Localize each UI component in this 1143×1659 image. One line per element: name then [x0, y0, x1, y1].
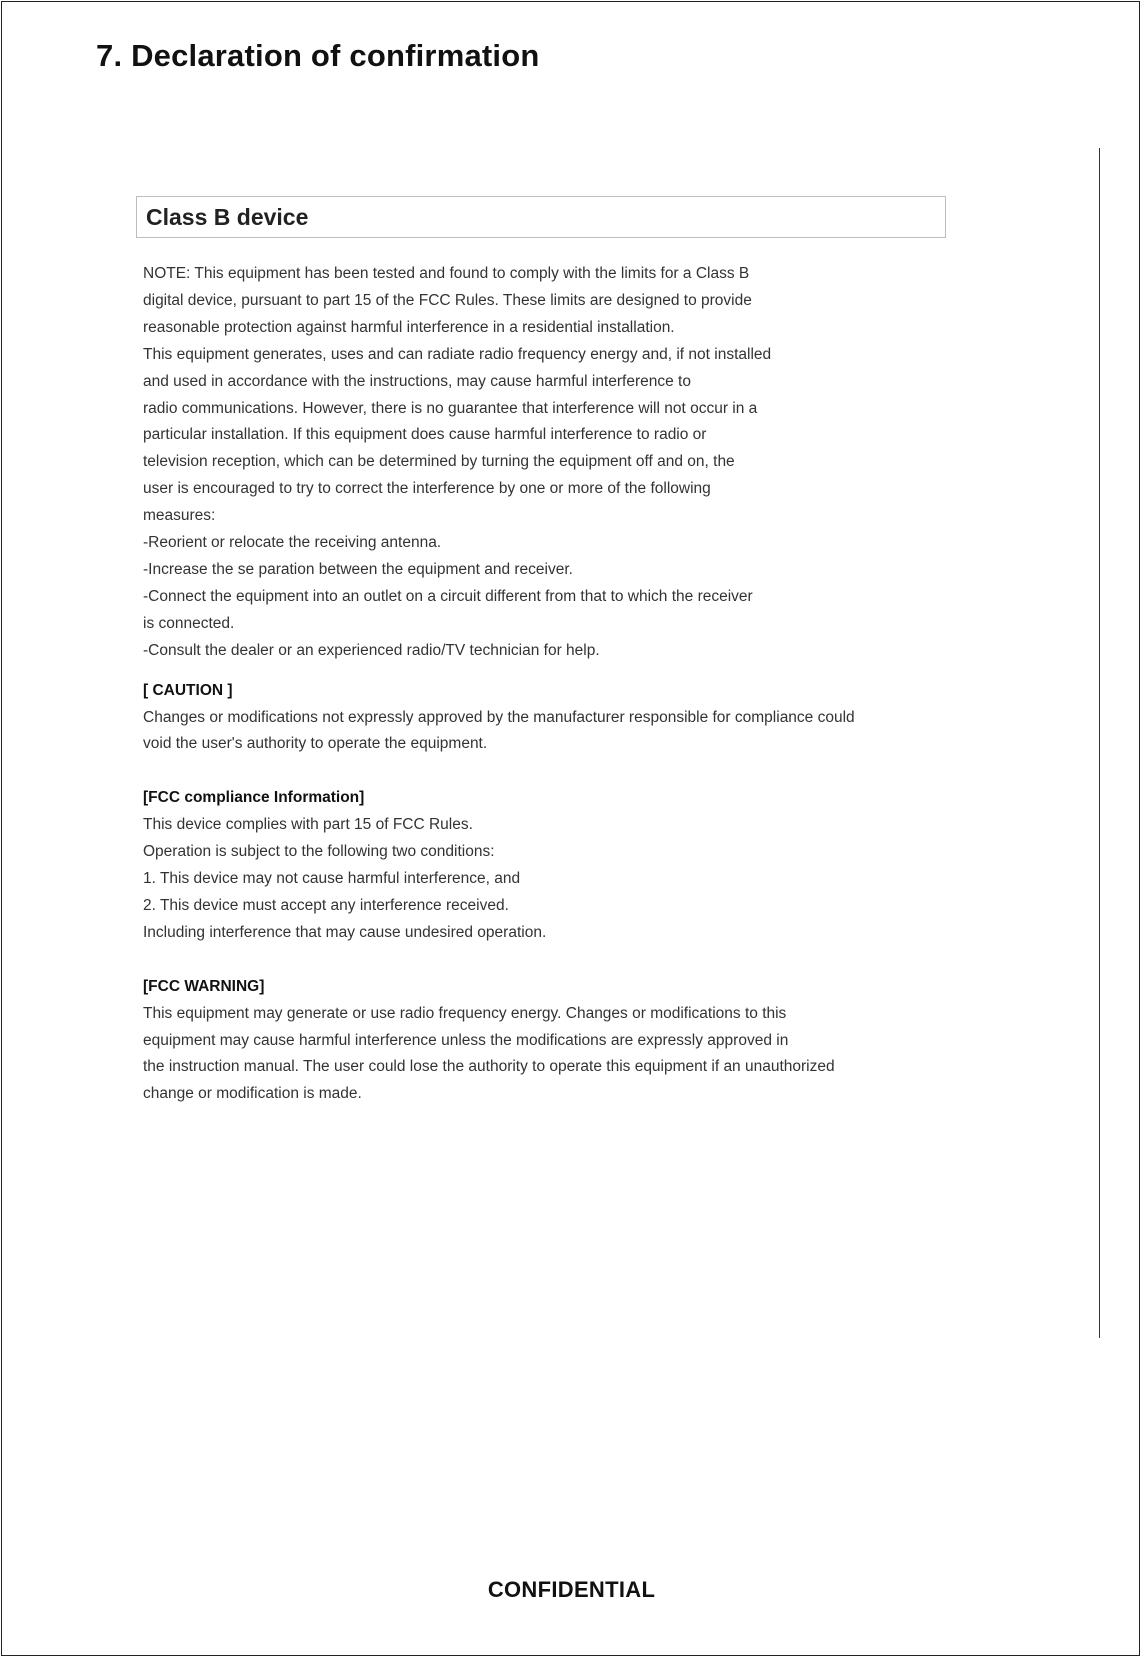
right-margin-rule [1099, 148, 1100, 1338]
section-title-box [136, 196, 946, 238]
measure-item: -Connect the equipment into an outlet on a circuit different from that to which the receiver [143, 587, 753, 605]
fcc-compliance-line: Including interference that may cause undesired operation. [143, 923, 547, 941]
note-line: digital device, pursuant to part 15 of the FCC Rules. These limits are designed to provide [143, 291, 752, 309]
caution-block [143, 678, 948, 759]
measure-item: -Reorient or relocate the receiving antenna. [143, 534, 442, 552]
fcc-warning-line: the instruction manual. The user could lose the authority to operate this equipment if an unauthorized [143, 1058, 835, 1076]
note-line: particular installation. If this equipment does cause harmful interference to radio or [143, 426, 707, 444]
note-line: television reception, which can be determined by turning the equipment off and on, the [143, 453, 735, 471]
fcc-compliance-line: This device complies with part 15 of FCC Rules. [143, 816, 473, 834]
fcc-compliance-line: Operation is subject to the following two conditions: [143, 843, 495, 861]
note-line: user is encouraged to try to correct the interference by one or more of the following [143, 480, 711, 498]
fcc-compliance-line: 2. This device must accept any interference received. [143, 896, 509, 914]
fcc-warning-heading: [FCC WARNING] [143, 977, 265, 995]
fcc-warning-line: change or modification is made. [143, 1085, 362, 1103]
note-line: measures: [143, 507, 216, 525]
measure-item: -Increase the se paration between the equipment and receiver. [143, 560, 573, 578]
fcc-compliance-block [143, 785, 948, 946]
section-title: Class B device [146, 203, 309, 230]
measure-item: is connected. [143, 614, 235, 632]
document-content [136, 196, 948, 1108]
fcc-warning-line: This equipment may generate or use radio frequency energy. Changes or modifications to this [143, 1004, 787, 1022]
note-line: and used in accordance with the instructions, may cause harmful interference to [143, 372, 691, 390]
fcc-compliance-line: 1. This device may not cause harmful interference, and [143, 870, 521, 888]
caution-heading: [ CAUTION ] [143, 681, 233, 699]
confidential-footer: CONFIDENTIAL [487, 1577, 656, 1602]
caution-line: Changes or modifications not expressly approved by the manufacturer responsible for compliance could [143, 708, 855, 726]
note-line: This equipment generates, uses and can radiate radio frequency energy and, if not installed [143, 345, 772, 363]
caution-line: void the user's authority to operate the equipment. [143, 735, 488, 753]
note-block [143, 261, 948, 665]
page-title: 7. Declaration of confirmation [96, 38, 540, 73]
fcc-compliance-heading: [FCC compliance Information] [143, 789, 365, 807]
measure-item: -Consult the dealer or an experienced radio/TV technician for help. [143, 641, 600, 659]
fcc-warning-line: equipment may cause harmful interference unless the modifications are expressly approved in [143, 1031, 789, 1049]
note-line: radio communications. However, there is no guarantee that interference will not occur in a [143, 399, 758, 417]
fcc-warning-block [143, 974, 948, 1109]
note-line: reasonable protection against harmful interference in a residential installation. [143, 318, 675, 336]
note-line: NOTE: This equipment has been tested and found to comply with the limits for a Class B [143, 265, 750, 282]
